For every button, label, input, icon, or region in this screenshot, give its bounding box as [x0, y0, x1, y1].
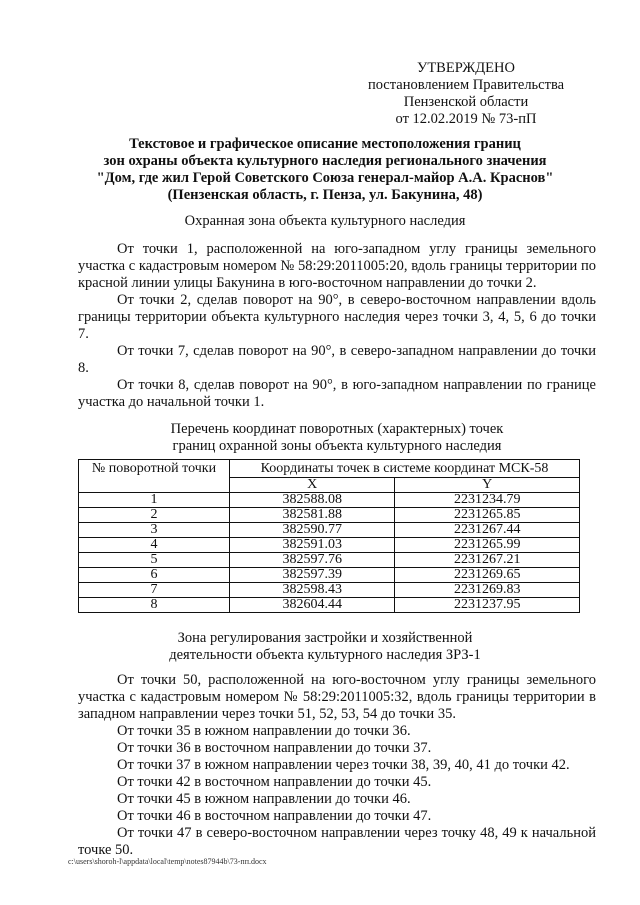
table-caption-line-1: Перечень координат поворотных (характерных) точек: [170, 421, 504, 437]
table-row: [79, 553, 580, 568]
x-coordinate-cell: 382597.39: [230, 568, 395, 583]
zone2-heading-line-2: деятельности объекта культурного наследия ЗРЗ-1: [169, 647, 481, 663]
point-number-cell: 5: [79, 553, 230, 568]
zone2-paragraph: От точки 37 в южном направлении через точки 38, 39, 40, 41 до точки 42.: [117, 757, 570, 773]
x-coordinate-cell: 382581.88: [230, 508, 395, 523]
point-number-cell: 3: [79, 523, 230, 538]
y-coordinate-cell: 2231237.95: [395, 598, 580, 613]
title-line-1: Текстовое и графическое описание местоположения границ: [129, 136, 521, 152]
table-row: [79, 538, 580, 553]
approval-line-2: постановлением Правительства: [367, 77, 565, 93]
y-coordinate-cell: 2231269.65: [395, 568, 580, 583]
title-line-4: (Пензенская область, г. Пенза, ул. Бакунина, 48): [167, 187, 483, 203]
zone1-paragraph: От точки 8, сделав поворот на 90°, в юго-западном направлении по границе участка до начальной точки 1.: [78, 377, 596, 410]
zone1-description: [78, 241, 596, 411]
approval-line-4: от 12.02.2019 № 73-пП: [395, 111, 537, 127]
zone1-paragraph: От точки 7, сделав поворот на 90°, в северо-западном направлении до точки 8.: [78, 343, 596, 376]
zone2-paragraph: От точки 50, расположенной на юго-восточном углу границы земельного участка с кадастровым номером № 58:29:2011005:32, вдоль границы территории в западном направлении через точки 51, 52, 53, 54 до точки 35.: [78, 672, 596, 722]
table-row: [79, 598, 580, 613]
table-row: [79, 493, 580, 508]
zone2-paragraph: От точки 36 в восточном направлении до точки 37.: [117, 740, 432, 756]
y-coordinate-cell: 2231265.99: [395, 538, 580, 553]
point-number-cell: 6: [79, 568, 230, 583]
point-number-cell: 7: [79, 583, 230, 598]
title-line-3: "Дом, где жил Герой Советского Союза генерал-майор А.А. Краснов": [96, 170, 554, 186]
zone2-description: [78, 672, 596, 859]
point-number-cell: 2: [79, 508, 230, 523]
y-coordinate-cell: 2231265.85: [395, 508, 580, 523]
zone2-paragraph: От точки 35 в южном направлении до точки 36.: [117, 723, 411, 739]
x-coordinate-cell: 382591.03: [230, 538, 395, 553]
y-coordinate-cell: 2231269.83: [395, 583, 580, 598]
y-coordinate-cell: 2231267.21: [395, 553, 580, 568]
zone2-paragraph: От точки 42 в восточном направлении до точки 45.: [117, 774, 432, 790]
approval-line-1: УТВЕРЖДЕНО: [417, 60, 515, 76]
table-caption-line-2: границ охранной зоны объекта культурного наследия: [172, 438, 502, 454]
zone2-heading-line-1: Зона регулирования застройки и хозяйственной: [177, 630, 473, 646]
zone1-paragraph: От точки 2, сделав поворот на 90°, в северо-восточном направлении вдоль границы территории объекта культурного наследия через точки 3, 4, 5, 6 до точки 7.: [78, 292, 596, 342]
column-header-x: X: [230, 478, 395, 493]
point-number-cell: 8: [79, 598, 230, 613]
point-number-cell: 4: [79, 538, 230, 553]
approval-stamp: [360, 60, 572, 128]
y-coordinate-cell: 2231234.79: [395, 493, 580, 508]
document-title: [70, 136, 580, 204]
table-caption: [78, 421, 596, 455]
table-row: [79, 523, 580, 538]
coordinates-table: [78, 459, 580, 613]
x-coordinate-cell: 382598.43: [230, 583, 395, 598]
point-number-cell: 1: [79, 493, 230, 508]
column-header-coords: Координаты точек в системе координат МСК-58: [230, 460, 580, 478]
column-header-point: № поворотной точки: [79, 460, 230, 493]
table-row: [79, 568, 580, 583]
x-coordinate-cell: 382604.44: [230, 598, 395, 613]
y-coordinate-cell: 2231267.44: [395, 523, 580, 538]
approval-line-3: Пензенской области: [403, 94, 529, 110]
file-path-footer: c:\users\shoroh-l\appdata\local\temp\notes87944b\73-пп.docx: [68, 857, 267, 866]
table-row: [79, 583, 580, 598]
x-coordinate-cell: 382588.08: [230, 493, 395, 508]
zone1-paragraph: От точки 1, расположенной на юго-западном углу границы земельного участка с кадастровым номером № 58:29:2011005:20, вдоль границы территории по красной линии улицы Бакунина в юго-восточном направлении до точки 2.: [78, 241, 596, 291]
zone1-heading: Охранная зона объекта культурного наследия: [184, 213, 466, 229]
zone2-paragraph: От точки 47 в северо-восточном направлении через точку 48, 49 к начальной точке 50.: [78, 825, 596, 858]
zone2-paragraph: От точки 46 в восточном направлении до точки 47.: [117, 808, 432, 824]
title-line-2: зон охраны объекта культурного наследия регионального значения: [103, 153, 547, 169]
table-row: [79, 508, 580, 523]
zone2-heading: [70, 630, 580, 664]
x-coordinate-cell: 382590.77: [230, 523, 395, 538]
zone2-paragraph: От точки 45 в южном направлении до точки 46.: [117, 791, 411, 807]
column-header-y: Y: [395, 478, 580, 493]
x-coordinate-cell: 382597.76: [230, 553, 395, 568]
